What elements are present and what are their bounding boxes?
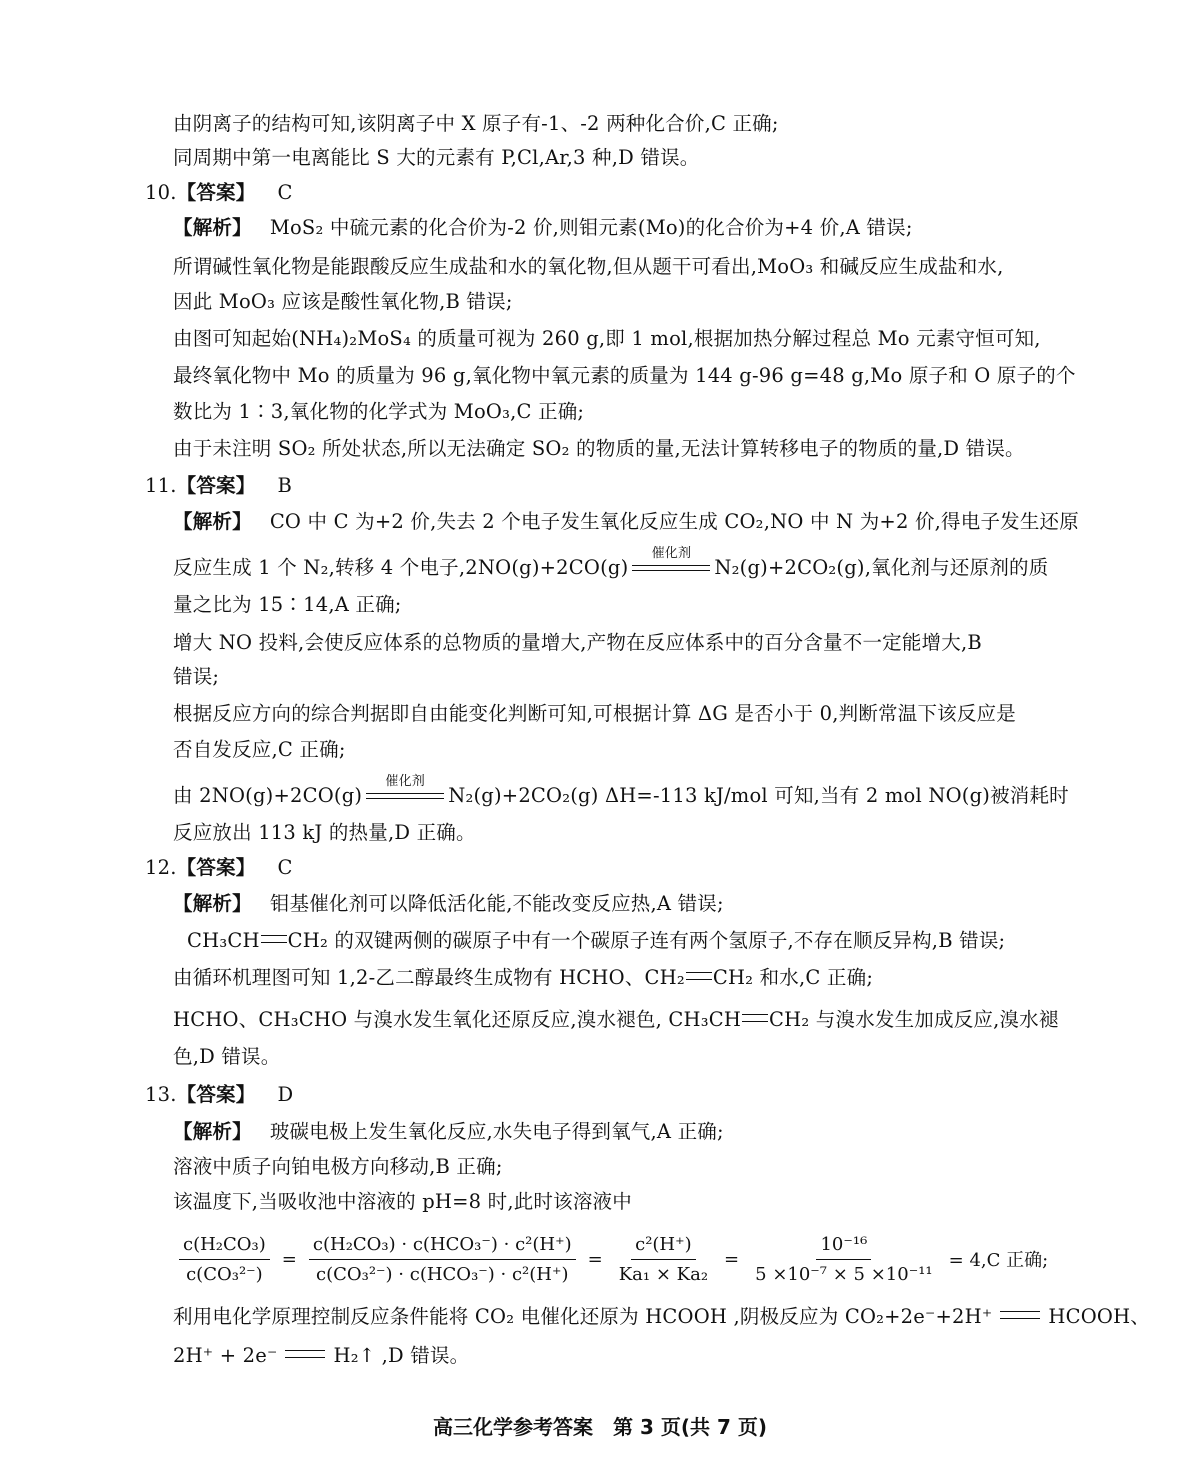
q10-number: 10. (145, 181, 177, 204)
fraction-4 (751, 1234, 937, 1285)
q10-answer: C (277, 181, 293, 204)
q11-analysis-b2: 错误; (173, 665, 220, 688)
q13-analysis-d1 (173, 1305, 1150, 1329)
catalyst-label: 催化剂 (385, 774, 425, 789)
analysis-label: 【解析】 (173, 892, 252, 915)
q13-answer: D (277, 1083, 294, 1106)
q11-analysis-b1: 增大 NO 投料,会使反应体系的总物质的量增大,产物在反应体系中的百分含量不一定能增大,B (173, 631, 982, 654)
q13-analysis-b: 溶液中质子向铂电极方向移动,B 正确; (173, 1155, 503, 1178)
q12-d1-pre: HCHO、CH₃CHO 与溴水发生氧化还原反应,溴水褪色, CH₃CH (173, 1008, 742, 1031)
q12-answer-line (145, 856, 293, 880)
q12-answer: C (277, 856, 293, 879)
q12-b-post: CH₂ 的双键两侧的碳原子中有一个碳原子连有两个氢原子,不存在顺反异构,B 错误; (287, 929, 1006, 952)
answer-label: 【答案】 (176, 1083, 256, 1106)
q11-analysis-c2: 否自发反应,C 正确; (173, 738, 346, 761)
q11-analysis-a2 (173, 546, 1049, 580)
q12-analysis-a (173, 892, 724, 916)
q11-analysis-c1: 根据反应方向的综合判据即自由能变化判断可知,可根据计算 ΔG 是否小于 0,判断常温下该反应是 (173, 702, 1016, 725)
answer-label: 【答案】 (176, 474, 256, 497)
q10-answer-line (145, 181, 293, 205)
q12-number: 12. (145, 856, 177, 879)
fraction-2 (309, 1234, 576, 1285)
fraction-1-numerator: c(H₂CO₃) (179, 1234, 270, 1260)
analysis-label: 【解析】 (173, 510, 252, 533)
fraction-1-denominator: c(CO₃²⁻) (186, 1263, 263, 1285)
reversible-arrow-icon (366, 774, 444, 806)
equals-sign-icon (1000, 1311, 1040, 1319)
q13-number: 13. (145, 1083, 177, 1106)
double-bond-icon (261, 935, 287, 943)
q11-d1-post: N₂(g)+2CO₂(g) ΔH=-113 kJ/mol 可知,当有 2 mol NO(g)被消耗时 (448, 784, 1069, 807)
q9-option-c: 由阴离子的结构可知,该阴离子中 X 原子有-1、-2 两种化合价,C 正确; (173, 112, 779, 135)
q13-d2-post: H₂↑ ,D 错误。 (333, 1344, 470, 1367)
fraction-4-numerator: 10⁻¹⁶ (816, 1234, 871, 1260)
page-footer: 高三化学参考答案 第 3 页(共 7 页) (433, 1415, 767, 1439)
q10-analysis-d1: 由于未注明 SO₂ 所处状态,所以无法确定 SO₂ 的物质的量,无法计算转移电子的物质的量,D 错误。 (173, 437, 1025, 460)
fraction-3-denominator: Ka₁ × Ka₂ (618, 1263, 709, 1285)
q13-ratio-equation: $\frac{\text{c(H₂CO₃)}}{\text{c(CO₃²⁻)}}$ = $\frac{\text{c(H₂CO₃) · c(HCO₃⁻) · c²(H⁺)}}{\text{c(CO₃²⁻) · c(HCO₃⁻) · c²(H⁺)}}$ = $\frac{\text{c²(H⁺)}}{\text{Ka₁ × Ka₂}}$ = $\frac{\text{10⁻¹⁶}}{\text{5 ×10⁻⁷ × 5 ×10⁻¹¹}}$ = 4,C 正确; (173, 1228, 1048, 1290)
q12-analysis-b (187, 929, 1005, 953)
analysis-label: 【解析】 (173, 216, 252, 239)
q12-c-post: CH₂ 和水,C 正确; (712, 966, 874, 989)
fraction-3 (615, 1234, 712, 1285)
equals-sign-icon (285, 1350, 325, 1358)
q13-analysis-d2 (173, 1344, 469, 1368)
q11-analysis-d1 (173, 774, 1069, 808)
q13-analysis-c1: 该温度下,当吸收池中溶液的 pH=8 时,此时该溶液中 (173, 1190, 632, 1213)
q12-d1-post: CH₂ 与溴水发生加成反应,溴水褪 (769, 1008, 1059, 1031)
q12-analysis-d1 (173, 1008, 1059, 1032)
double-bond-icon (686, 972, 712, 980)
q13-answer-line (145, 1083, 293, 1107)
q13-analysis-a (173, 1120, 724, 1144)
q10-a-text: MoS₂ 中硫元素的化合价为-2 价,则钼元素(Mo)的化合价为+4 价,A 错误; (269, 216, 913, 239)
q13-d1-pre: 利用电化学原理控制反应条件能将 CO₂ 电催化还原为 HCOOH ,阴极反应为 CO₂+2e⁻+2H⁺ (173, 1305, 993, 1328)
q10-analysis-b1: 所谓碱性氧化物是能跟酸反应生成盐和水的氧化物,但从题干可看出,MoO₃ 和碱反应生成盐和水, (173, 255, 1004, 278)
q10-analysis-a (173, 216, 913, 240)
q11-number: 11. (145, 474, 177, 497)
answer-label: 【答案】 (176, 181, 256, 204)
fraction-4-denominator: 5 ×10⁻⁷ × 5 ×10⁻¹¹ (755, 1263, 933, 1285)
catalyst-label: 催化剂 (651, 546, 692, 561)
q10-analysis-c3: 数比为 1∶3,氧化物的化学式为 MoO₃,C 正确; (173, 400, 585, 423)
q10-analysis-c2: 最终氧化物中 Mo 的质量为 96 g,氧化物中氧元素的质量为 144 g-96 g=48 g,Mo 原子和 O 原子的个 (173, 364, 1076, 387)
q12-analysis-d2: 色,D 错误。 (173, 1045, 281, 1068)
q12-a-text: 钼基催化剂可以降低活化能,不能改变反应热,A 错误; (269, 892, 724, 915)
q11-analysis-d2: 反应放出 113 kJ 的热量,D 正确。 (173, 821, 476, 844)
q13-d1-post: HCOOH、 (1048, 1305, 1150, 1328)
q11-analysis-a1 (173, 510, 1079, 534)
q9-option-d: 同周期中第一电离能比 S 大的元素有 P,Cl,Ar,3 种,D 错误。 (173, 146, 700, 169)
q13-d2-pre: 2H⁺ + 2e⁻ (173, 1344, 278, 1367)
q11-answer: B (277, 474, 292, 497)
fraction-1 (179, 1234, 270, 1285)
reversible-arrow-icon (632, 546, 710, 578)
q11-d1-pre: 由 2NO(g)+2CO(g) (173, 784, 363, 807)
fraction-2-numerator: c(H₂CO₃) · c(HCO₃⁻) · c²(H⁺) (309, 1234, 576, 1260)
answer-label: 【答案】 (176, 856, 256, 879)
q11-a2-pre: 反应生成 1 个 N₂,转移 4 个电子,2NO(g)+2CO(g) (173, 556, 629, 579)
q11-a1-text: CO 中 C 为+2 价,失去 2 个电子发生氧化反应生成 CO₂,NO 中 N 为+2 价,得电子发生还原 (269, 510, 1079, 533)
fraction-3-numerator: c²(H⁺) (631, 1234, 696, 1260)
q11-answer-line (145, 474, 292, 498)
q11-a2-post: N₂(g)+2CO₂(g),氧化剂与还原剂的质 (714, 556, 1049, 579)
q13-a-text: 玻碳电极上发生氧化反应,水失电子得到氧气,A 正确; (269, 1120, 724, 1143)
q10-analysis-b2: 因此 MoO₃ 应该是酸性氧化物,B 错误; (173, 290, 513, 313)
analysis-label: 【解析】 (173, 1120, 252, 1143)
q11-analysis-a3: 量之比为 15∶14,A 正确; (173, 593, 402, 616)
fraction-2-denominator: c(CO₃²⁻) · c(HCO₃⁻) · c²(H⁺) (315, 1263, 569, 1285)
fraction-result: = 4,C 正确; (948, 1250, 1049, 1271)
double-bond-icon (742, 1014, 768, 1022)
q12-analysis-c (173, 966, 873, 990)
q10-analysis-c1: 由图可知起始(NH₄)₂MoS₄ 的质量可视为 260 g,即 1 mol,根据加热分解过程总 Mo 元素守恒可知, (173, 327, 1041, 350)
q12-c-pre: 由循环机理图可知 1,2-乙二醇最终生成物有 HCHO、CH₂ (173, 966, 685, 989)
q12-b-pre: CH₃CH (187, 929, 260, 952)
